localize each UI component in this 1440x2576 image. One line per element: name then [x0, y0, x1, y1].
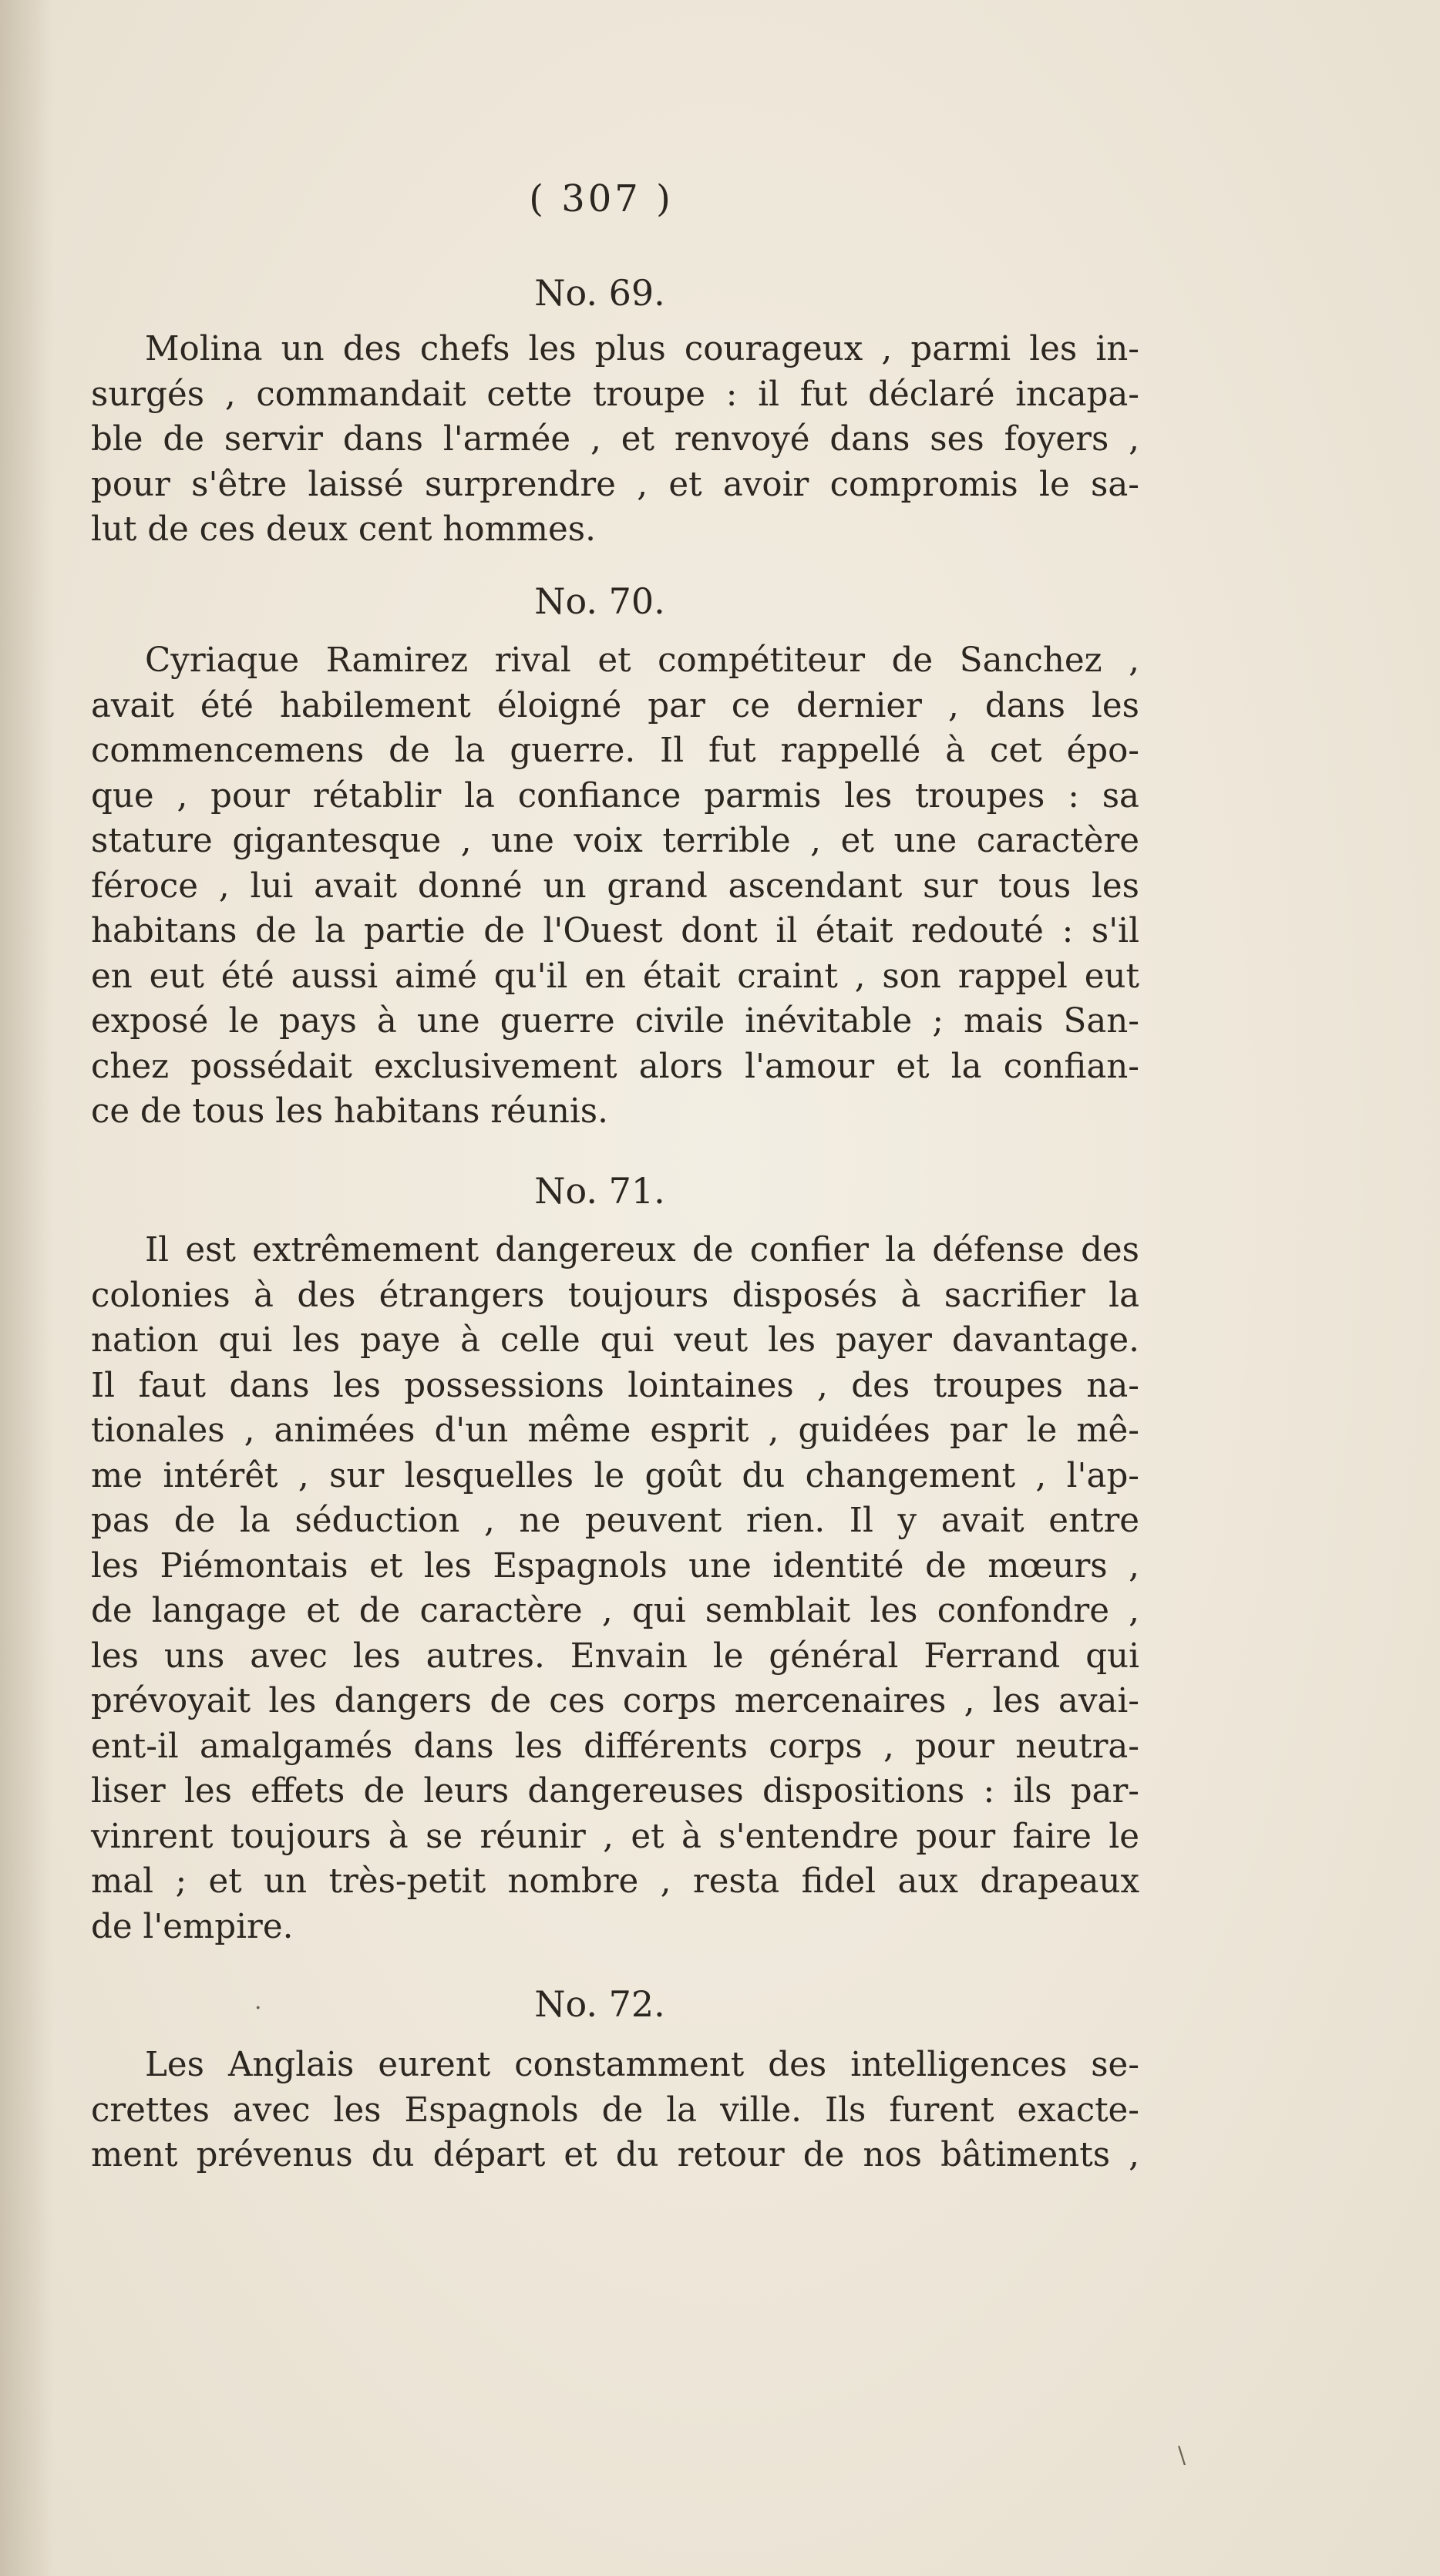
text-line: ble de servir dans l'armée , et renvoyé dans ses foyers ,	[91, 420, 1139, 459]
text-line: pour s'être laissé surprendre , et avoir compromis le sa-	[91, 465, 1139, 504]
section-heading: No. 70.	[534, 580, 665, 622]
text-line: mal ; et un très-petit nombre , resta fidel aux drapeaux	[91, 1862, 1139, 1901]
text-line: de langage et de caractère , qui semblait les confondre ,	[91, 1592, 1139, 1630]
text-line: avait été habilement éloigné par ce dernier , dans les	[91, 686, 1139, 725]
text-line: que , pour rétablir la confiance parmis les troupes : sa	[91, 776, 1139, 816]
section-heading: No. 71.	[534, 1170, 665, 1212]
section-no-72	[91, 1981, 1139, 2178]
text-line: Molina un des chefs les plus courageux , parmi les in-	[145, 330, 1139, 368]
text-line: en eut été aussi aimé qu'il en était craint , son rappel eut	[91, 957, 1139, 996]
text-line: exposé le pays à une guerre civile inévitable ; mais San-	[91, 1002, 1139, 1041]
text-line: chez possédait exclusivement alors l'amour et la confian-	[91, 1047, 1139, 1086]
text-line: Il est extrêmement dangereux de confier la défense des	[145, 1231, 1139, 1270]
text-line: lut de ces deux cent hommes.	[91, 510, 596, 549]
text-line: Cyriaque Ramirez rival et compétiteur de Sanchez ,	[145, 641, 1139, 680]
ink-speck: ·	[254, 1995, 262, 2022]
text-line: de l'empire.	[91, 1907, 294, 1946]
text-line: vinrent toujours à se réunir , et à s'entendre pour faire le	[91, 1817, 1139, 1856]
text-line: tionales , animées d'un même esprit , guidées par le mê-	[91, 1411, 1139, 1450]
text-line: ent-il amalgamés dans les différents corps , pour neutra-	[91, 1727, 1139, 1766]
text-line: liser les effets de leurs dangereuses dispositions : ils par-	[91, 1772, 1139, 1811]
text-line: Il faut dans les possessions lointaines , des troupes na-	[91, 1366, 1139, 1405]
text-line: ce de tous les habitans réunis.	[91, 1092, 608, 1131]
binding-gutter-shadow	[0, 0, 54, 2576]
text-line: stature gigantesque , une voix terrible , et une caractère	[91, 822, 1139, 860]
text-line: surgés , commandait cette troupe : il fut déclaré incapa-	[91, 375, 1139, 414]
paragraph	[91, 327, 1139, 553]
section-no-70	[91, 578, 1139, 1135]
text-line: pas de la séduction , ne peuvent rien. Il y avait entre	[91, 1502, 1139, 1540]
paragraph	[91, 2043, 1139, 2178]
text-line: les Piémontais et les Espagnols une identité de mœurs ,	[91, 1546, 1139, 1586]
section-no-69	[91, 270, 1139, 553]
section-heading: No. 72.	[534, 1983, 665, 2025]
section-no-71	[91, 1168, 1139, 1949]
text-line: habitans de la partie de l'Ouest dont il était redouté : s'il	[91, 912, 1139, 950]
section-heading: No. 69.	[534, 272, 665, 314]
paragraph	[91, 638, 1139, 1135]
text-line: colonies à des étrangers toujours disposés à sacrifier la	[91, 1276, 1139, 1315]
text-line: Les Anglais eurent constamment des intelligences se-	[145, 2046, 1139, 2084]
text-line: crettes avec les Espagnols de la ville. Ils furent exacte-	[91, 2090, 1139, 2130]
text-line: féroce , lui avait donné un grand ascendant sur tous les	[91, 866, 1139, 906]
paragraph	[91, 1228, 1139, 1949]
text-line: me intérêt , sur lesquelles le goût du changement , l'ap-	[91, 1456, 1139, 1495]
text-line: prévoyait les dangers de ces corps mercenaires , les avai-	[91, 1682, 1139, 1720]
text-line: nation qui les paye à celle qui veut les payer davantage.	[91, 1321, 1139, 1360]
text-line: les uns avec les autres. Envain le général Ferrand qui	[91, 1636, 1139, 1676]
text-line: commencemens de la guerre. Il fut rappellé à cet épo-	[91, 731, 1139, 770]
text-line: ment prévenus du départ et du retour de nos bâtiments ,	[91, 2136, 1139, 2174]
page-number: ( 307 )	[529, 177, 674, 220]
ink-speck: \	[1178, 2442, 1186, 2469]
